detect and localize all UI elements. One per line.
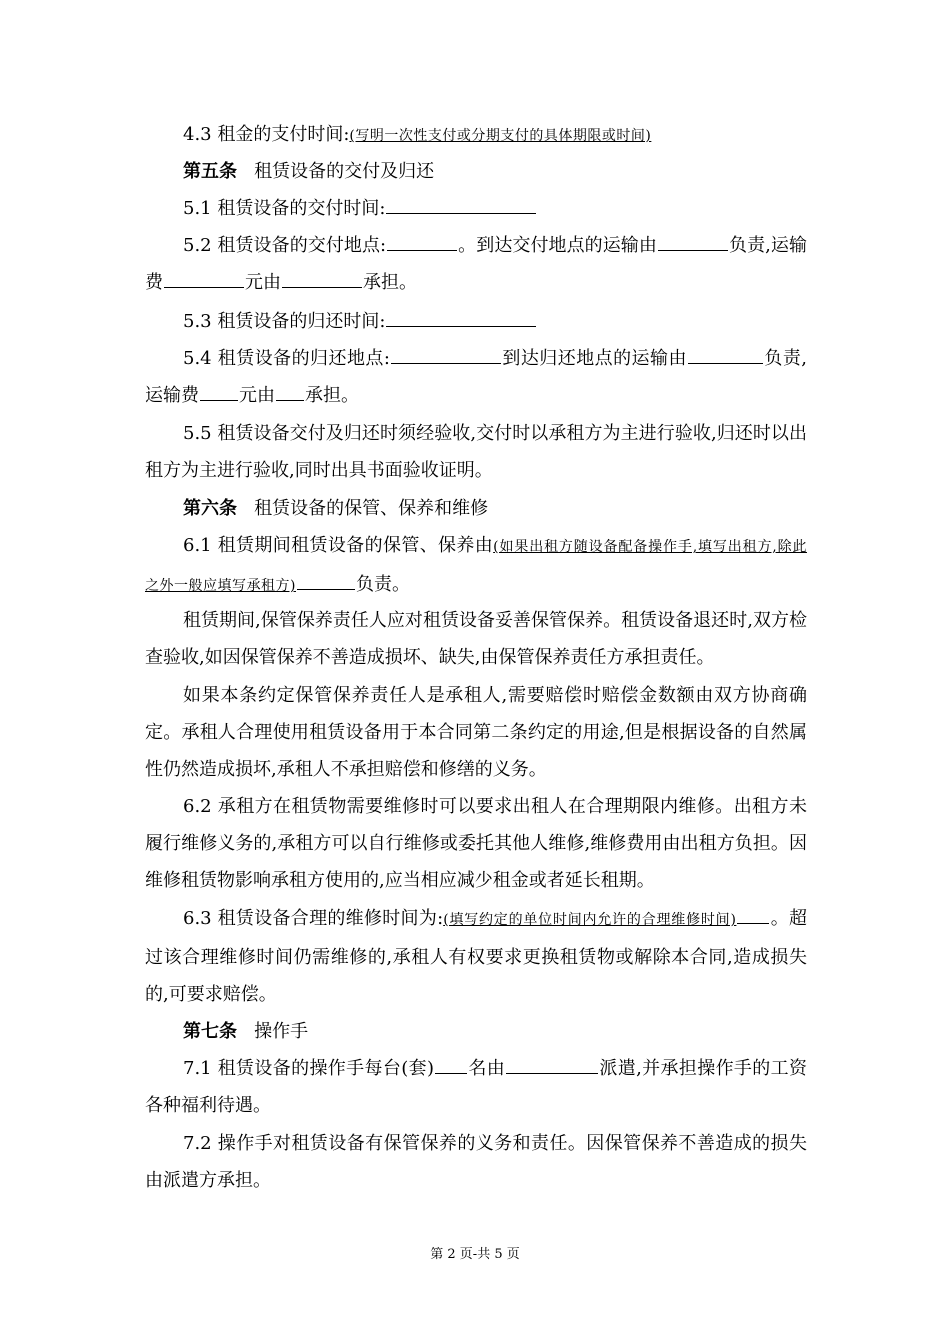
blank-field[interactable] — [737, 905, 769, 924]
blank-field[interactable] — [688, 345, 763, 364]
fill-note: (写明一次性支付或分期支付的具体期限或时间) — [349, 128, 652, 144]
clause-5-3: 5.3 租赁设备的归还时间: — [145, 303, 807, 340]
blank-field[interactable] — [386, 195, 536, 214]
clause-7-2: 7.2 操作手对租赁设备有保管保养的义务和责任。因保管保养不善造成的损失由派遣方承担。 — [145, 1133, 807, 1191]
paragraph-custody: 租赁期间,保管保养责任人应对租赁设备妥善保管保养。租赁设备退还时,双方检查验收,如因保管保养不善造成损坏、缺失,由保管保养责任方承担责任。 — [145, 610, 807, 668]
paragraph-compensation: 如果本条约定保管保养责任人是承租人,需要赔偿时赔偿金数额由双方协商确定。承租人合理使用租赁设备用于本合同第二条约定的用途,但是根据设备的自然属性仍然造成损坏,承租人不承担赔偿和修缮的义务。 — [145, 685, 807, 780]
blank-field[interactable] — [391, 345, 501, 364]
blank-field[interactable] — [658, 232, 728, 251]
clause-6-1: 6.1 租赁期间租赁设备的保管、保养由(如果出租方随设备配备操作手,填写出租方,除此之外一般应填写承租方) 负责。 — [145, 535, 807, 595]
clause-5-4: 5.4 租赁设备的归还地点: 到达归还地点的运输由 负责,运输费 元由 承担。 — [145, 340, 807, 414]
clause-6-3: 6.3 租赁设备合理的维修时间为:(填写约定的单位时间内允许的合理维修时间) 。超过该合理维修时间仍需维修的,承租人有权要求更换租赁物或解除本合同,造成损失的,可要求赔偿。 — [145, 900, 807, 1013]
fill-note: (如果出租方随设备配备操作手,填写出租方,除此之外一般应填写承租方) — [145, 539, 807, 594]
clause-5-1: 5.1 租赁设备的交付时间: — [145, 190, 807, 227]
clause-6-2: 6.2 承租方在租赁物需要维修时可以要求出租人在合理期限内维修。出租方未履行维修义务的,承租方可以自行维修或委托其他人维修,维修费用由出租方负担。因维修租赁物影响承租方使用的,应当相应减少租金或者延长租期。 — [145, 796, 807, 891]
article-5-heading: 第五条 租赁设备的交付及归还 — [183, 161, 435, 182]
blank-field[interactable] — [200, 382, 238, 401]
blank-field[interactable] — [297, 571, 355, 590]
page-footer: 第 2 页-共 5 页 — [430, 1247, 520, 1262]
blank-field[interactable] — [506, 1055, 598, 1074]
article-7-heading: 第七条 操作手 — [183, 1021, 309, 1042]
blank-field[interactable] — [276, 382, 304, 401]
blank-field[interactable] — [282, 269, 362, 288]
fill-note: (填写约定的单位时间内允许的合理维修时间) — [443, 912, 737, 928]
blank-field[interactable] — [386, 308, 536, 327]
clause-5-5: 5.5 租赁设备交付及归还时须经验收,交付时以承租方为主进行验收,归还时以出租方为主进行验收,同时出具书面验收证明。 — [145, 423, 807, 481]
blank-field[interactable] — [387, 232, 457, 251]
blank-field[interactable] — [435, 1055, 467, 1074]
clause-7-1: 7.1 租赁设备的操作手每台(套) 名由 派遣,并承担操作手的工资各种福利待遇。 — [145, 1050, 807, 1124]
clause-4-3: 4.3 租金的支付时间:(写明一次性支付或分期支付的具体期限或时间) — [183, 124, 652, 145]
blank-field[interactable] — [164, 269, 244, 288]
article-6-heading: 第六条 租赁设备的保管、保养和维修 — [183, 498, 489, 519]
clause-5-2: 5.2 租赁设备的交付地点: 。到达交付地点的运输由 负责,运输费 元由 承担。 — [145, 227, 807, 301]
